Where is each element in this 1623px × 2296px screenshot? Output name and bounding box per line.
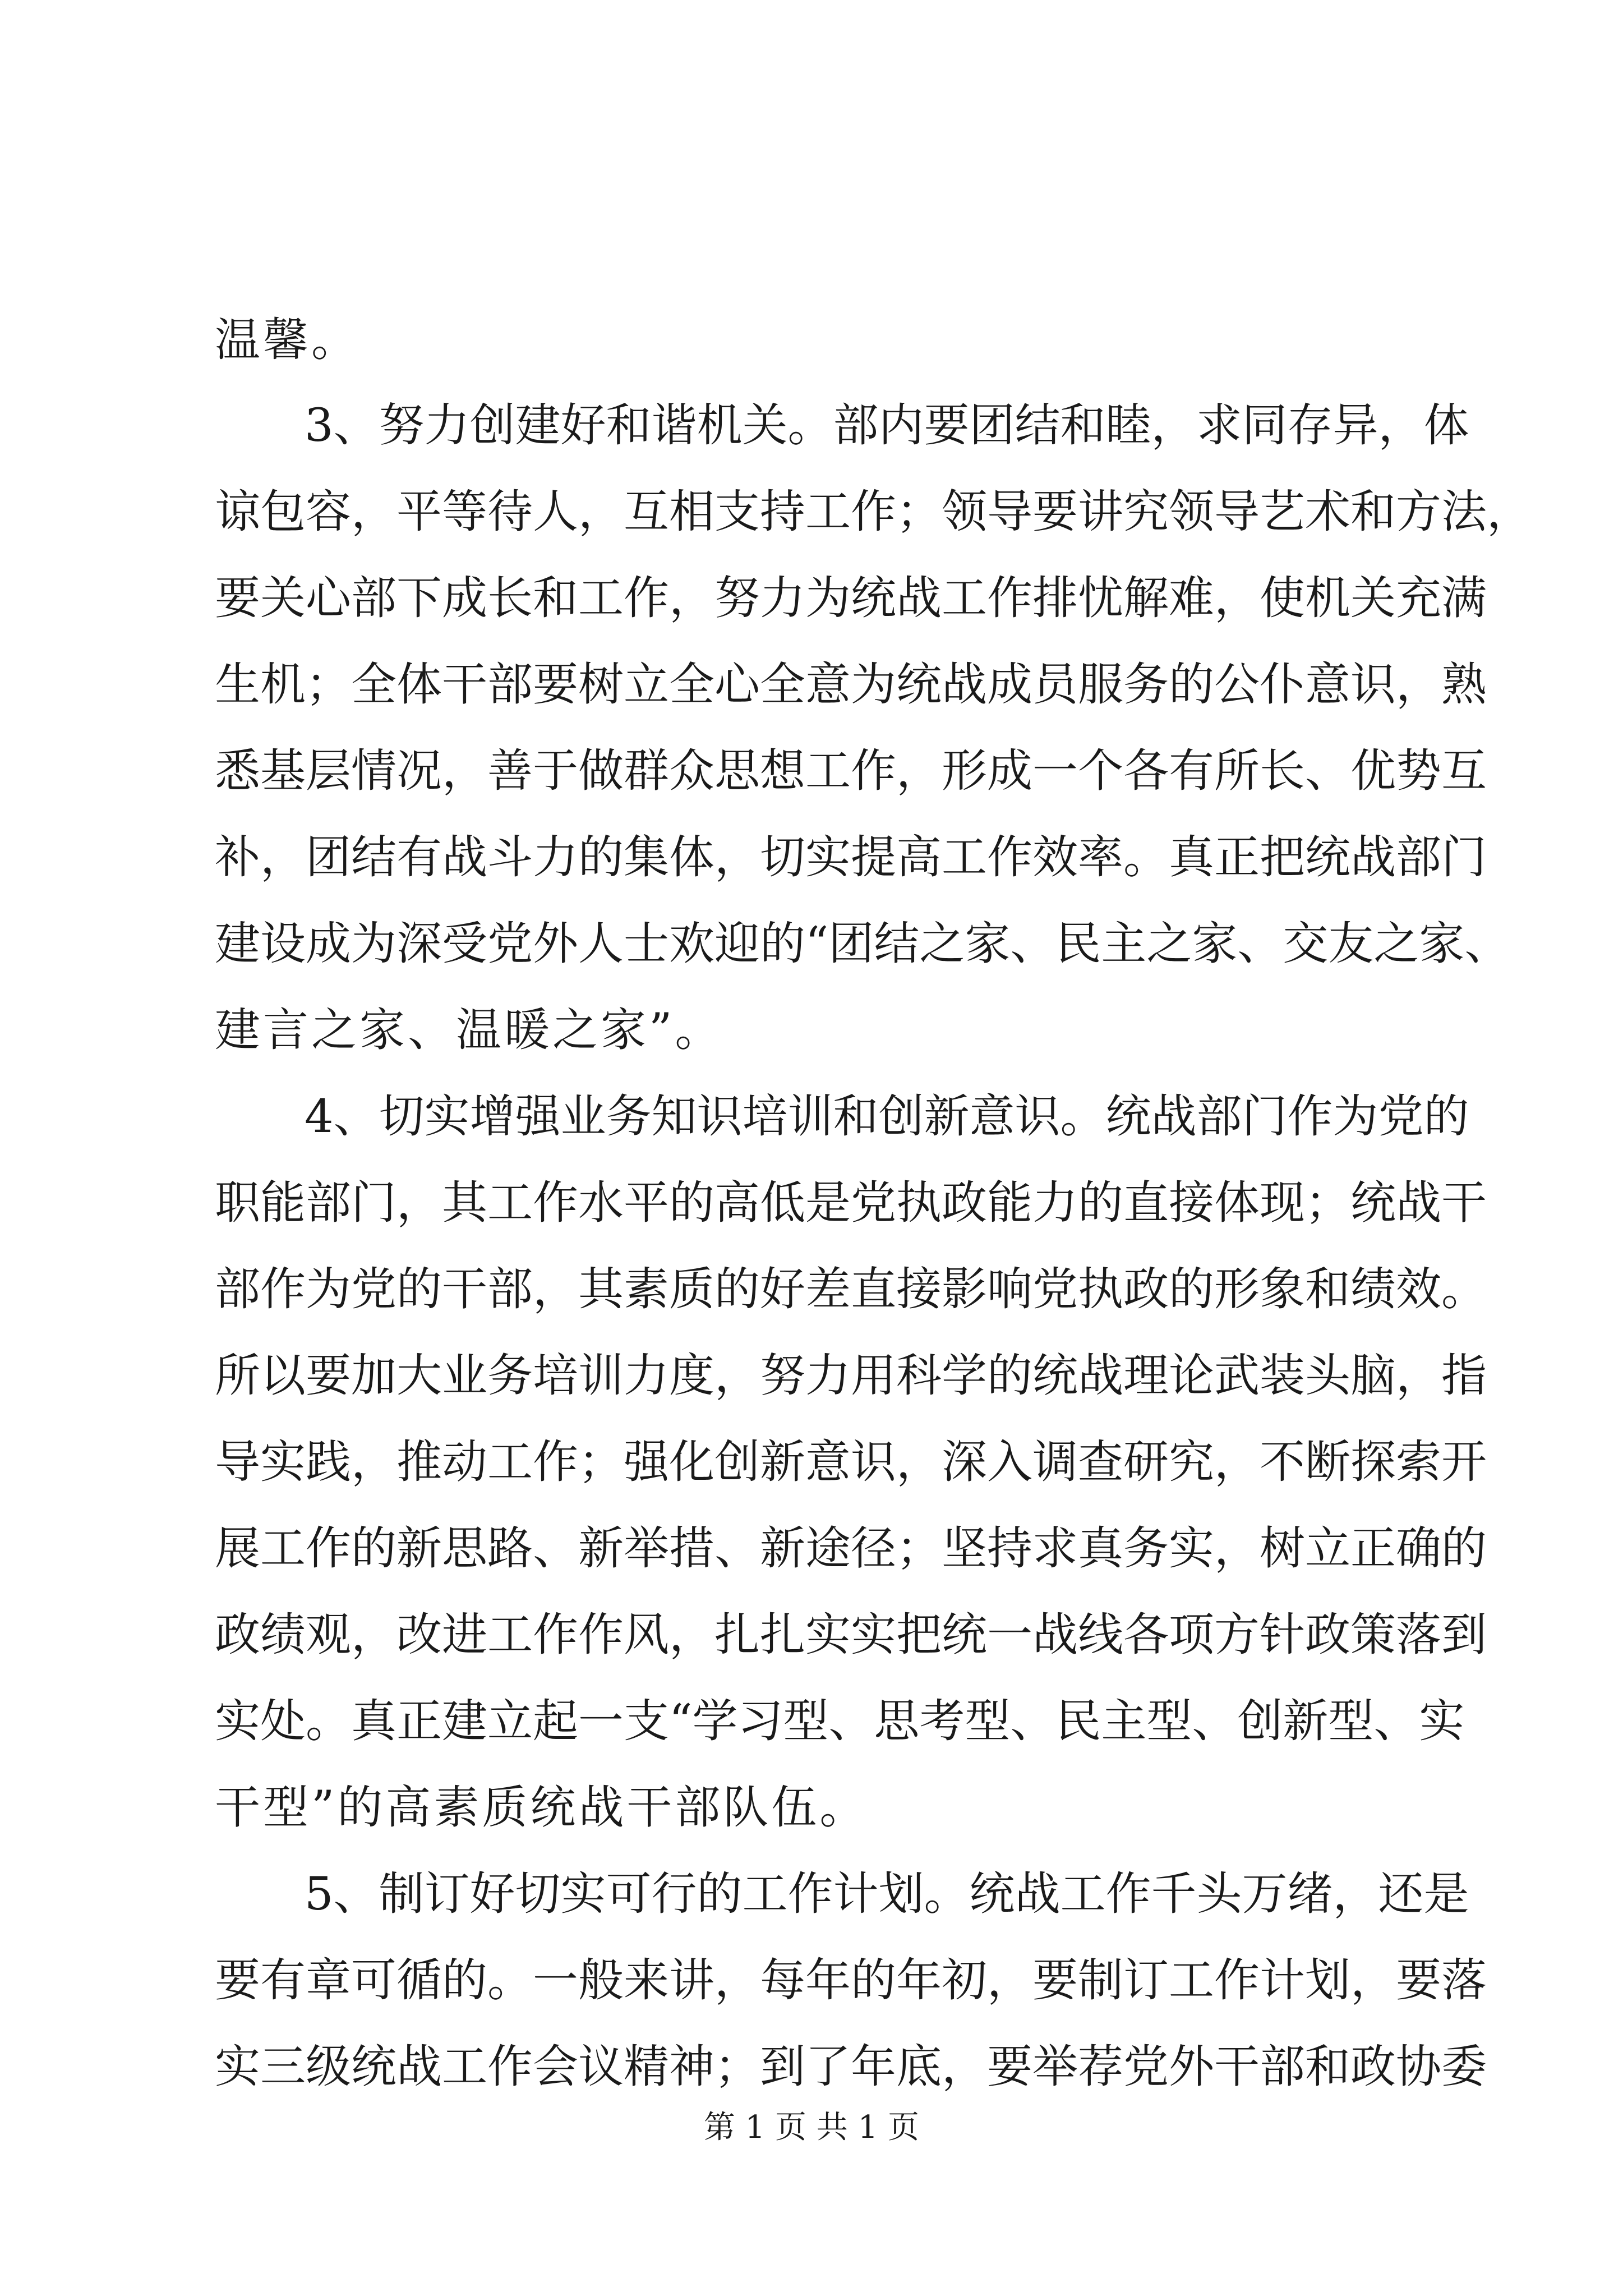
text-line-13: 所以要加大业务培训力度，努力用科学的统战理论武装头脑，指 (215, 1350, 1487, 1402)
text-line-16: 政绩观，改进工作作风，扎扎实实把统一战线各项方针政策落到 (215, 1609, 1487, 1662)
text-line-11: 职能部门，其工作水平的高低是党执政能力的直接体现；统战干 (215, 1177, 1487, 1230)
text-line-18: 干型”的高素质统战干部队伍。 (215, 1782, 868, 1834)
text-line-12: 部作为党的干部，其素质的好差直接影响党执政的形象和绩效。 (215, 1263, 1487, 1316)
text-line-8: 建设成为深受党外人士欢迎的“团结之家、民主之家、交友之家、 (215, 918, 1510, 970)
text-line-4: 要关心部下成长和工作，努力为统战工作排忧解难，使机关充满 (215, 572, 1487, 625)
text-line-10: 4、切实增强业务知识培训和创新意识。统战部门作为党的 (305, 1091, 1469, 1143)
text-line-21: 实三级统战工作会议精神；到了年底，要举荐党外干部和政协委 (215, 2041, 1487, 2093)
text-line-15: 展工作的新思路、新举措、新途径；坚持求真务实，树立正确的 (215, 1522, 1487, 1575)
text-line-1: 温馨。 (215, 314, 360, 367)
text-line-19: 5、制订好切实可行的工作计划。统战工作千头万绪，还是 (305, 1868, 1469, 1921)
text-line-6: 悉基层情况，善于做群众思想工作，形成一个各有所长、优势互 (215, 745, 1487, 798)
text-line-2: 3、努力创建好和谐机关。部内要团结和睦，求同存异，体 (305, 399, 1469, 452)
text-line-7: 补，团结有战斗力的集体，切实提高工作效率。真正把统战部门 (215, 831, 1487, 884)
text-line-20: 要有章可循的。一般来讲，每年的年初，要制订工作计划，要落 (215, 1954, 1487, 2007)
text-line-9: 建言之家、温暖之家”。 (215, 1004, 723, 1057)
text-line-3: 谅包容，平等待人，互相支持工作；领导要讲究领导艺术和方法， (215, 486, 1533, 539)
text-line-14: 导实践，推动工作；强化创新意识，深入调查研究，不断探索开 (215, 1436, 1487, 1489)
text-line-17: 实处。真正建立起一支“学习型、思考型、民主型、创新型、实 (215, 1695, 1465, 1748)
text-line-5: 生机；全体干部要树立全心全意为统战成员服务的公仆意识，熟 (215, 659, 1487, 711)
page-footer: 第 1 页 共 1 页 (703, 2109, 920, 2146)
